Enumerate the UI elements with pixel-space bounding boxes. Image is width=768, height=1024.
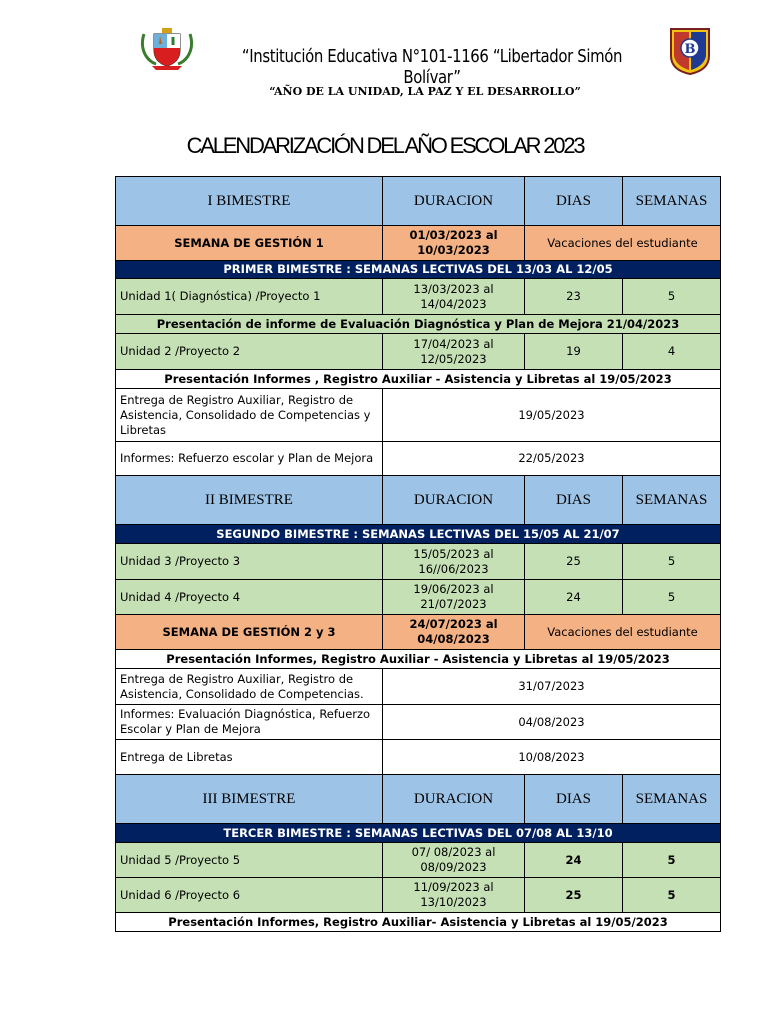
table-header-row xyxy=(116,476,721,525)
table-header-row xyxy=(116,177,721,226)
peru-coat-of-arms-icon xyxy=(138,26,196,72)
bimestre-3-title: III BIMESTRE xyxy=(116,775,383,824)
entrega-libretas-label: Entrega de Libretas xyxy=(116,740,383,775)
year-motto: “AÑO DE LA UNIDAD, LA PAZ Y EL DESARROLLO” xyxy=(269,85,581,98)
gestion-2-nota: Vacaciones del estudiante xyxy=(525,615,721,650)
unidad-4-dias: 24 xyxy=(525,580,623,615)
table-row xyxy=(116,389,721,442)
unidad-6-dias: 25 xyxy=(525,878,623,913)
table-row xyxy=(116,843,721,878)
table-row xyxy=(116,261,721,279)
informes-1-fecha: 22/05/2023 xyxy=(383,442,721,476)
unidad-1-dias: 23 xyxy=(525,279,623,315)
column-dias: DIAS xyxy=(525,476,623,525)
informes-2-label: Informes: Evaluación Diagnóstica, Refuerzo Escolar y Plan de Mejora xyxy=(116,705,383,740)
bimestre-2-banner: SEGUNDO BIMESTRE : SEMANAS LECTIVAS DEL 15/05 AL 21/07 xyxy=(116,525,721,544)
column-semanas: SEMANAS xyxy=(623,177,721,226)
table-row xyxy=(116,650,721,669)
unidad-2-label: Unidad 2 /Proyecto 2 xyxy=(116,334,383,370)
informes-2-fecha: 04/08/2023 xyxy=(383,705,721,740)
table-row xyxy=(116,878,721,913)
entrega-registro-2-fecha: 31/07/2023 xyxy=(383,669,721,705)
table-row xyxy=(116,615,721,650)
table-row xyxy=(116,580,721,615)
unidad-2-dias: 19 xyxy=(525,334,623,370)
bimestre-3-banner: TERCER BIMESTRE : SEMANAS LECTIVAS DEL 07/08 AL 13/10 xyxy=(116,824,721,843)
unidad-4-semanas: 5 xyxy=(623,580,721,615)
gestion-1-label: SEMANA DE GESTIÓN 1 xyxy=(116,226,383,261)
unidad-1-duracion: 13/03/2023 al 14/04/2023 xyxy=(383,279,525,315)
entrega-registro-1-label: Entrega de Registro Auxiliar, Registro de Asistencia, Consolidado de Competencias y Libretas xyxy=(116,389,383,442)
column-duracion: DURACION xyxy=(383,775,525,824)
unidad-5-semanas: 5 xyxy=(623,843,721,878)
table-row xyxy=(116,913,721,932)
column-semanas: SEMANAS xyxy=(623,775,721,824)
bimestre-1-title: I BIMESTRE xyxy=(116,177,383,226)
table-row xyxy=(116,824,721,843)
gestion-1-duracion: 01/03/2023 al 10/03/2023 xyxy=(383,226,525,261)
unidad-5-dias: 24 xyxy=(525,843,623,878)
unidad-3-label: Unidad 3 /Proyecto 3 xyxy=(116,544,383,580)
unidad-6-duracion: 11/09/2023 al 13/10/2023 xyxy=(383,878,525,913)
table-header-row xyxy=(116,775,721,824)
table-row xyxy=(116,442,721,476)
bimestre-1-banner: PRIMER BIMESTRE : SEMANAS LECTIVAS DEL 13/03 AL 12/05 xyxy=(116,261,721,279)
institution-name: “Institución Educativa N°101-1166 “Libertador Simón Bolívar” xyxy=(241,46,623,88)
column-duracion: DURACION xyxy=(383,476,525,525)
gestion-2-label: SEMANA DE GESTIÓN 2 y 3 xyxy=(116,615,383,650)
unidad-2-semanas: 4 xyxy=(623,334,721,370)
note-informes-2: Presentación Informes, Registro Auxiliar - Asistencia y Libretas al 19/05/2023 xyxy=(116,650,721,669)
table-row xyxy=(116,544,721,580)
unidad-5-label: Unidad 5 /Proyecto 5 xyxy=(116,843,383,878)
informes-1-label: Informes: Refuerzo escolar y Plan de Mejora xyxy=(116,442,383,476)
column-duracion: DURACION xyxy=(383,177,525,226)
unidad-5-duracion: 07/ 08/2023 al 08/09/2023 xyxy=(383,843,525,878)
table-row xyxy=(116,525,721,544)
school-crest-icon xyxy=(668,26,712,76)
unidad-3-dias: 25 xyxy=(525,544,623,580)
school-calendar-table xyxy=(115,176,721,932)
bimestre-2-title: II BIMESTRE xyxy=(116,476,383,525)
column-dias: DIAS xyxy=(525,775,623,824)
table-row xyxy=(116,226,721,261)
column-semanas: SEMANAS xyxy=(623,476,721,525)
unidad-4-duracion: 19/06/2023 al 21/07/2023 xyxy=(383,580,525,615)
entrega-libretas-fecha: 10/08/2023 xyxy=(383,740,721,775)
unidad-2-duracion: 17/04/2023 al 12/05/2023 xyxy=(383,334,525,370)
entrega-registro-2-label: Entrega de Registro Auxiliar, Registro de Asistencia, Consolidado de Competencias. xyxy=(116,669,383,705)
note-evaluacion-diagnostica: Presentación de informe de Evaluación Diagnóstica y Plan de Mejora 21/04/2023 xyxy=(116,315,721,334)
table-row xyxy=(116,740,721,775)
unidad-1-label: Unidad 1( Diagnóstica) /Proyecto 1 xyxy=(116,279,383,315)
svg-text:B: B xyxy=(684,42,696,57)
table-row xyxy=(116,279,721,315)
unidad-1-semanas: 5 xyxy=(623,279,721,315)
table-row xyxy=(116,315,721,334)
note-informes-1: Presentación Informes , Registro Auxiliar - Asistencia y Libretas al 19/05/2023 xyxy=(116,370,721,389)
unidad-3-semanas: 5 xyxy=(623,544,721,580)
unidad-6-semanas: 5 xyxy=(623,878,721,913)
table-row xyxy=(116,705,721,740)
unidad-3-duracion: 15/05/2023 al 16//06/2023 xyxy=(383,544,525,580)
table-row xyxy=(116,370,721,389)
column-dias: DIAS xyxy=(525,177,623,226)
unidad-6-label: Unidad 6 /Proyecto 6 xyxy=(116,878,383,913)
table-row xyxy=(116,334,721,370)
entrega-registro-1-fecha: 19/05/2023 xyxy=(383,389,721,442)
document-title: CALENDARIZACIÓN DEL AÑO ESCOLAR 2023 xyxy=(186,133,584,158)
table-row xyxy=(116,669,721,705)
gestion-1-nota: Vacaciones del estudiante xyxy=(525,226,721,261)
unidad-4-label: Unidad 4 /Proyecto 4 xyxy=(116,580,383,615)
note-informes-3: Presentación Informes, Registro Auxiliar- Asistencia y Libretas al 19/05/2023 xyxy=(116,913,721,932)
gestion-2-duracion: 24/07/2023 al 04/08/2023 xyxy=(383,615,525,650)
